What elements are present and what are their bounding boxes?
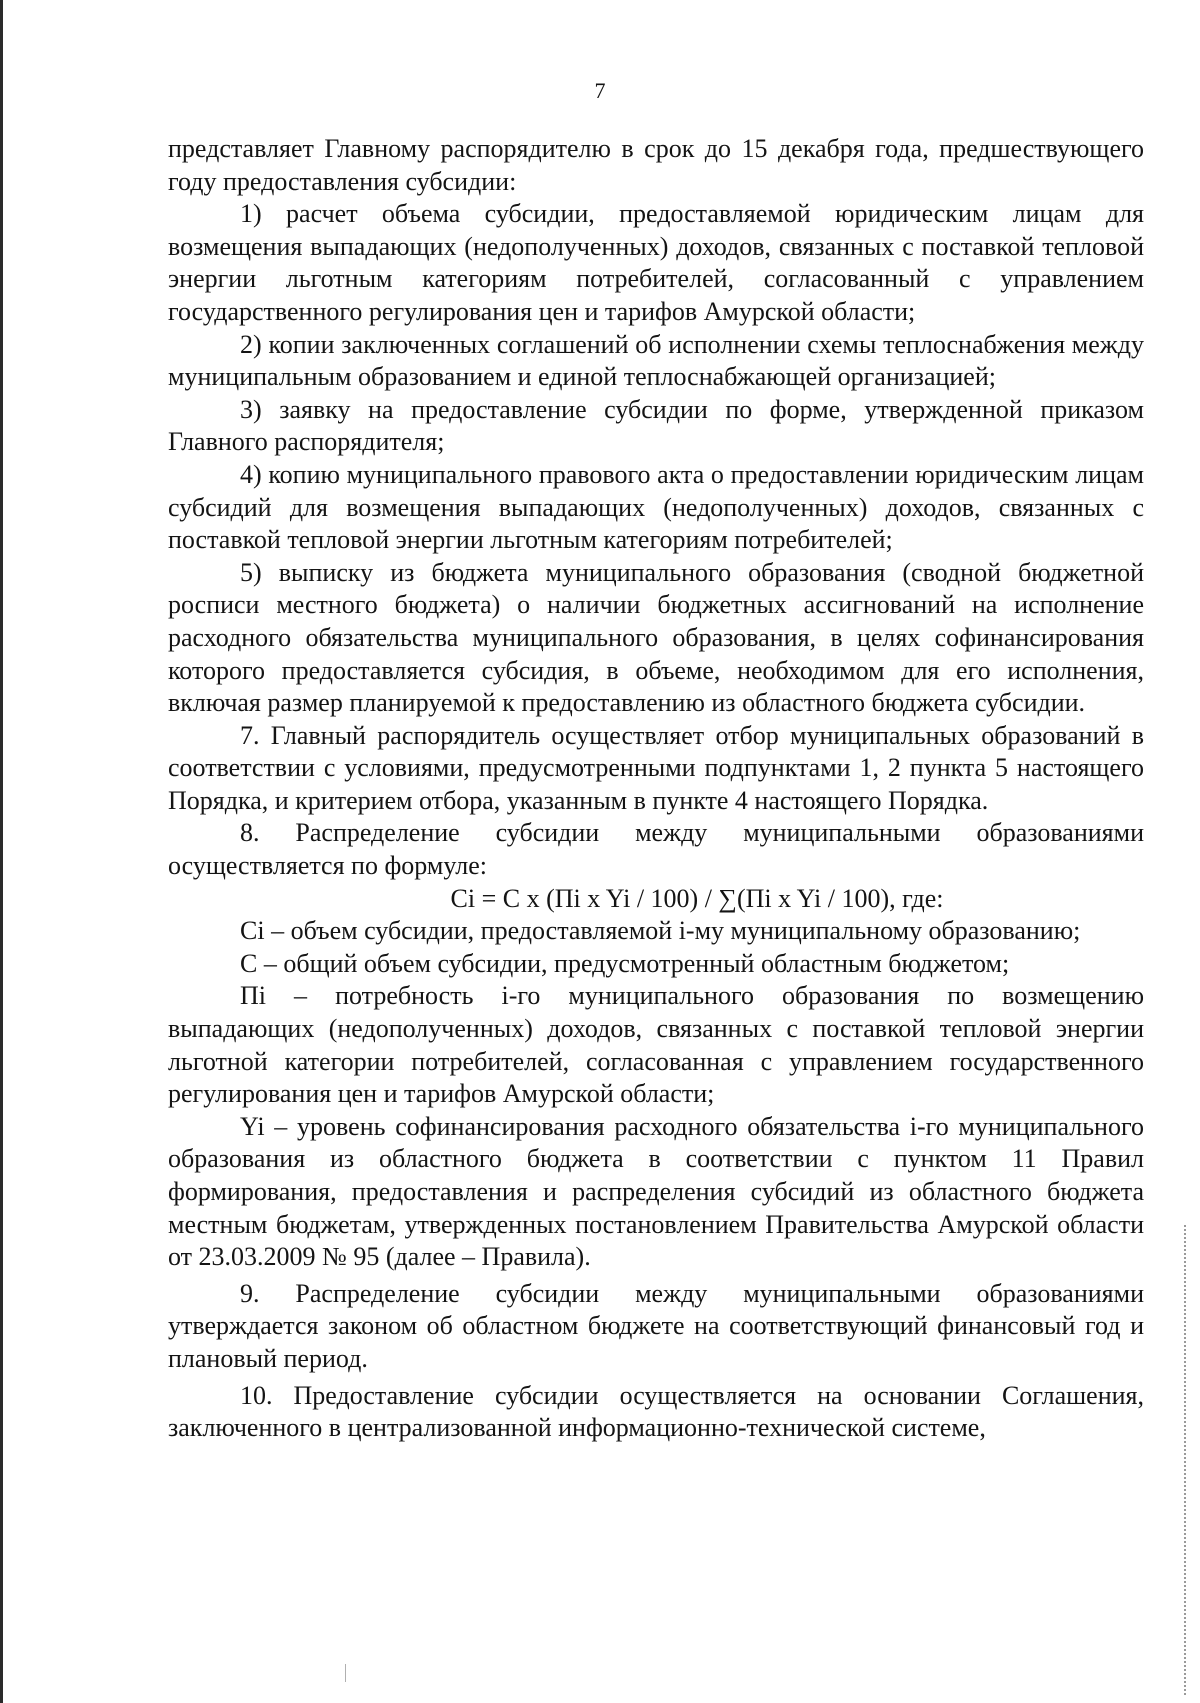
definition-pi: Пi – потребность i-го муниципального образования по возмещению выпадающих (недополученных) доходов, связанных с поставкой тепловой энергии льготной категории потребителей, согласованная с управлением государственного регулирования цен и тарифов Амурской области; (168, 981, 1144, 1109)
clause-8: 8. Распределение субсидии между муниципальными образованиями осуществляется по формуле: (168, 818, 1144, 881)
list-item-1: 1) расчет объема субсидии, предоставляемой юридическим лицам для возмещения выпадающих (недополученных) доходов, связанных с поставкой тепловой энергии льготным категориям потребителей, согласованный с управлением государственного регулирования цен и тарифов Амурской области; (168, 199, 1144, 326)
clause-9: 9. Распределение субсидии между муниципальными образованиями утверждается законом об областном бюджете на соответствующий финансовый год и плановый период. (168, 1278, 1144, 1373)
definition-ci: Сi – объем субсидии, предоставляемой i-му муниципальному образованию; (240, 916, 1081, 946)
list-item-2: 2) копии заключенных соглашений об исполнении схемы теплоснабжения между муниципальным образованием и единой теплоснабжающей организацией; (168, 329, 1144, 392)
list-item-4: 4) копию муниципального правового акта о предоставлении юридическим лицам субсидий для возмещения выпадающих (недополученных) доходов, связанных с поставкой тепловой энергии льготным категориям потребителей; (168, 459, 1144, 555)
scan-edge-dots (1184, 1225, 1186, 1695)
definition-c: С – общий объем субсидии, предусмотренный областным бюджетом; (240, 948, 1010, 978)
list-item-5: 5) выписку из бюджета муниципального образования (сводной бюджетной росписи местного бюджета) о наличии бюджетных ассигнований на исполнение расходного обязательства муниципального образования, в целях софинансирования которого предоставляется субсидия, в объеме, необходимом для его исполнения, включая размер планируемой к предоставлению из областного бюджета субсидии. (168, 557, 1144, 718)
definition-yi: Yi – уровень софинансирования расходного обязательства i-го муниципального образования из областного бюджета в соответствии с пунктом 11 Правил формирования, предоставления и распределения субсидий из областного бюджета местным бюджетам, утвержденных постановлением Правительства Амурской области от 23.03.2009 № 95 (далее – Правила). (168, 1111, 1144, 1272)
scan-mark (345, 1664, 346, 1682)
clause-10: 10. Предоставление субсидии осуществляется на основании Соглашения, заключенного в централизованной информационно-технической системе, (168, 1380, 1144, 1443)
scan-left-edge (0, 0, 3, 1703)
formula: Сi = С x (Пi x Yi / 100) / ∑(Пi x Yi / 100), где: (450, 883, 944, 913)
clause-7: 7. Главный распорядитель осуществляет отбор муниципальных образований в соответствии с условиями, предусмотренными подпунктами 1, 2 пункта 5 настоящего Порядка, и критерием отбора, указанным в пункте 4 настоящего Порядка. (168, 720, 1144, 815)
page-number: 7 (594, 78, 606, 103)
list-item-3: 3) заявку на предоставление субсидии по форме, утвержденной приказом Главного распорядителя; (168, 394, 1144, 457)
document-body (168, 133, 1144, 1445)
paragraph-intro: представляет Главному распорядителю в срок до 15 декабря года, предшествующего году предоставления субсидии: (168, 134, 1144, 196)
